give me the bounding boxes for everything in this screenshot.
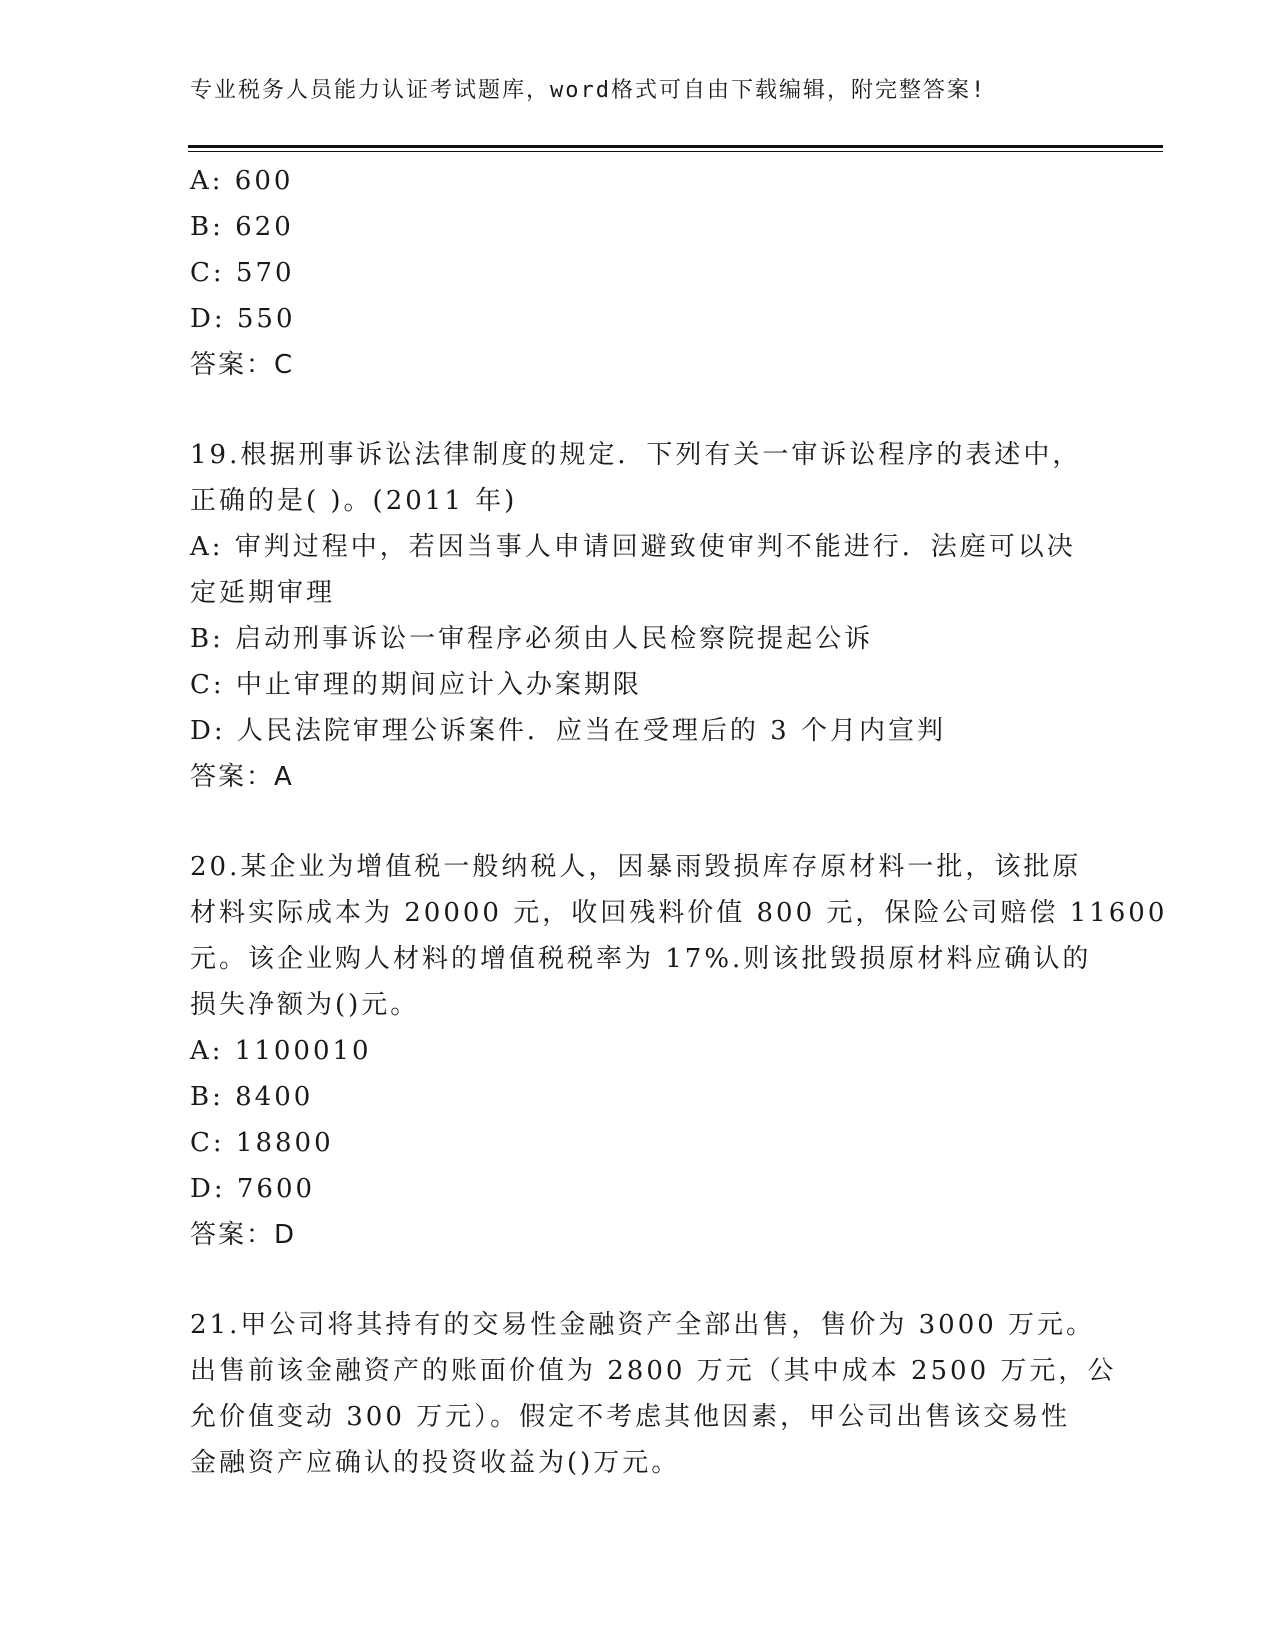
- question-block: [190, 432, 1090, 800]
- question-text: 21.甲公司将其持有的交易性金融资产全部出售，售价为 3000 万元。: [190, 1310, 1096, 1340]
- question-text: 材料实际成本为 20000 元，收回残料价值 800 元，保险公司赔偿 11600: [190, 898, 1168, 928]
- question-text: 元。该企业购人材料的增值税税率为 17%.则该批毁损原材料应确认的: [190, 944, 1092, 974]
- option-a: A: 审判过程中，若因当事人申请回避致使审判不能进行．法庭可以决: [190, 532, 1076, 562]
- question-block: [190, 1302, 1117, 1486]
- question-text: 19.根据刑事诉讼法律制度的规定．下列有关一审诉讼程序的表述中，: [190, 440, 1082, 470]
- header-rule-thin: [188, 151, 1163, 152]
- question-text: 20.某企业为增值税一般纳税人，因暴雨毁损库存原材料一批，该批原: [190, 852, 1082, 882]
- option-c: C: 中止审理的期间应计入办案期限: [190, 670, 642, 700]
- question-text: 允价值变动 300 万元）。假定不考虑其他因素，甲公司出售该交易性: [190, 1402, 1071, 1432]
- question-content: [190, 158, 1168, 1486]
- question-text: 金融资产应确认的投资收益为()万元。: [190, 1448, 681, 1478]
- option-d: D: 7600: [190, 1174, 316, 1204]
- header-rule-thick: [188, 145, 1163, 148]
- page-header: 专业税务人员能力认证考试题库，word格式可自由下载编辑，附完整答案!: [190, 78, 987, 103]
- question-text: 出售前该金融资产的账面价值为 2800 万元（其中成本 2500 万元，公: [190, 1356, 1117, 1386]
- answer-line: 答案：C: [190, 350, 295, 380]
- option-a: A: 600: [190, 166, 294, 196]
- option-d: D: 人民法院审理公诉案件．应当在受理后的 3 个月内宣判: [190, 716, 946, 746]
- question-block: [190, 158, 1090, 388]
- option-a: A: 1100010: [190, 1036, 372, 1066]
- option-c: C: 570: [190, 258, 295, 288]
- question-text: 损失净额为()元。: [190, 990, 420, 1020]
- answer-line: 答案：A: [190, 762, 294, 792]
- question-block: [190, 844, 1168, 1258]
- answer-line: 答案：D: [190, 1220, 297, 1250]
- option-b: B: 620: [190, 212, 294, 242]
- question-text: 正确的是( )。(2011 年): [190, 486, 518, 516]
- option-d: D: 550: [190, 304, 296, 334]
- option-c: C: 18800: [190, 1128, 334, 1158]
- option-b: B: 启动刑事诉讼一审程序必须由人民检察院提起公诉: [190, 624, 874, 654]
- option-a-continued: 定延期审理: [190, 578, 336, 608]
- option-b: B: 8400: [190, 1082, 314, 1112]
